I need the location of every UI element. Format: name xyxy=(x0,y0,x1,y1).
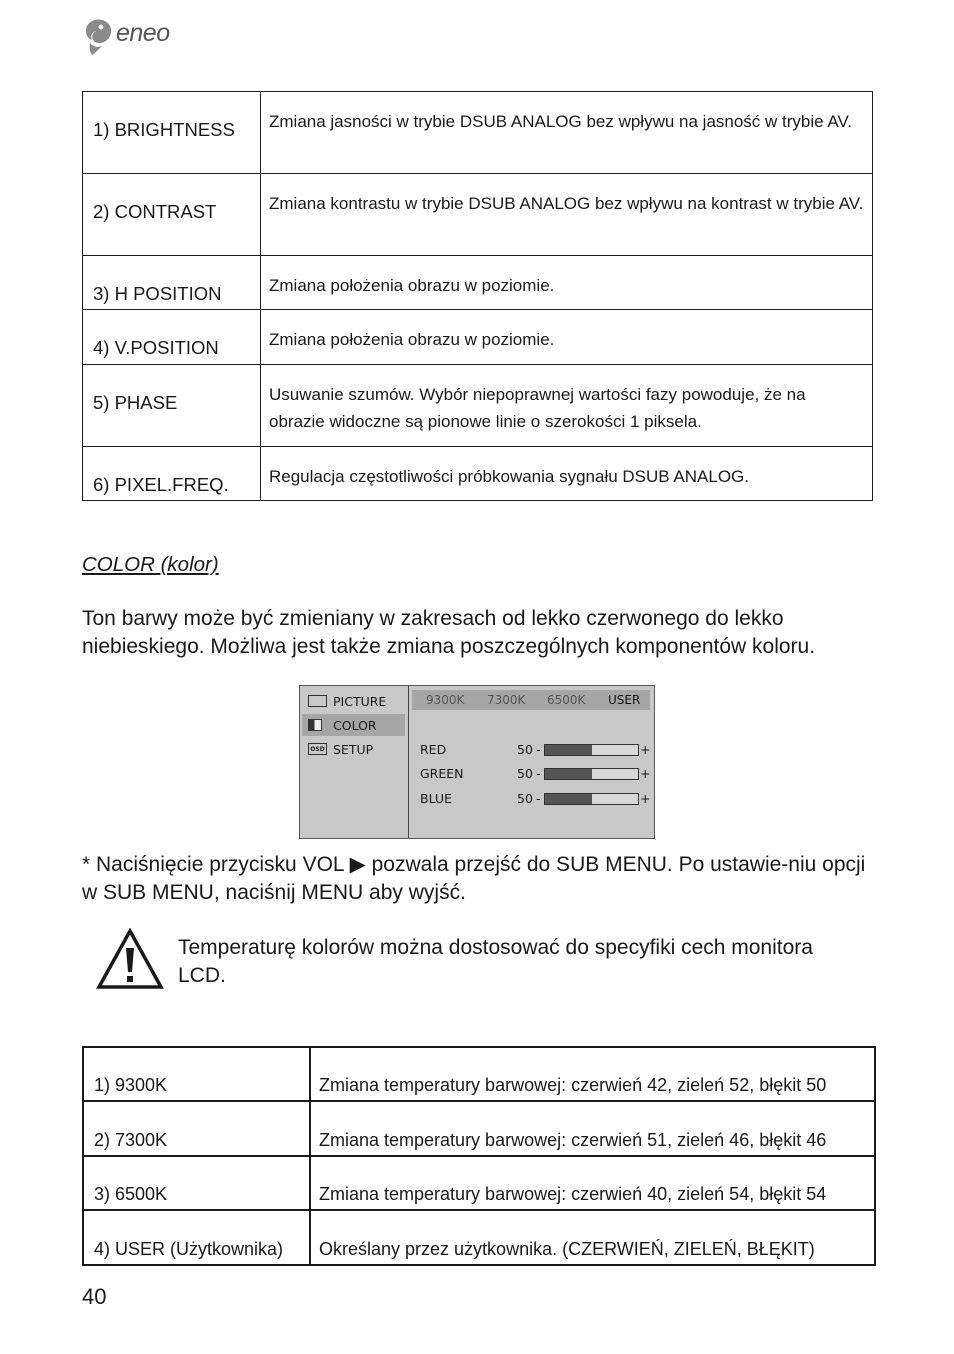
setting-name: 4) V.POSITION xyxy=(83,310,261,365)
warning-text: Temperaturę kolorów można dostosować do specyfiki cech monitora LCD. xyxy=(178,936,813,987)
slider-track[interactable] xyxy=(544,768,639,780)
color-icon xyxy=(308,719,322,731)
preset-description: Zmiana temperatury barwowej: czerwień 40, zieleń 54, błękit 54 xyxy=(310,1156,875,1210)
slider-decrease[interactable]: - xyxy=(536,791,541,806)
osd-menu-label: COLOR xyxy=(333,717,377,733)
preset-name: 4) USER (Użytkownika) xyxy=(83,1210,310,1265)
slider-label: BLUE xyxy=(420,791,452,806)
osd-tab-6500k[interactable]: 6500K xyxy=(547,693,586,707)
setting-description: Regulacja częstotliwości próbkowania sygnału DSUB ANALOG. xyxy=(261,447,873,501)
preset-name: 3) 6500K xyxy=(83,1156,310,1210)
table-row xyxy=(83,256,873,310)
osd-menu-item-picture[interactable] xyxy=(302,690,405,712)
table-row xyxy=(83,447,873,501)
slider-value: 50 xyxy=(517,791,533,806)
osd-tab-7300k[interactable]: 7300K xyxy=(487,693,526,707)
setting-name: 2) CONTRAST xyxy=(83,174,261,256)
slider-decrease[interactable]: - xyxy=(536,766,541,781)
sub-menu-note: * Naciśnięcie przycisku VOL ▶ pozwala przejść do SUB MENU. Po ustawie-niu opcji w SUB MENU, naciśnij MENU aby wyjść. xyxy=(82,853,866,904)
slider-label: GREEN xyxy=(420,766,464,781)
page-number: 40 xyxy=(82,1284,107,1309)
osd-slider-green[interactable] xyxy=(420,766,650,784)
slider-increase[interactable]: + xyxy=(640,742,651,757)
setting-description: Zmiana położenia obrazu w poziomie. xyxy=(261,256,873,310)
osd-menu-screenshot xyxy=(299,685,655,839)
osd-tab-user[interactable]: USER xyxy=(608,693,641,707)
setting-name: 3) H POSITION xyxy=(83,256,261,310)
osd-menu-label: SETUP xyxy=(333,741,374,757)
table-row xyxy=(83,1210,875,1265)
slider-track[interactable] xyxy=(544,793,639,805)
setting-description: Zmiana kontrastu w trybie DSUB ANALOG bez wpływu na kontrast w trybie AV. xyxy=(261,174,873,256)
osd-sidebar xyxy=(300,686,409,838)
osd-slider-red[interactable] xyxy=(420,742,650,760)
osd-setup-icon: OSD xyxy=(308,743,327,755)
warning-icon xyxy=(96,928,164,990)
table-row xyxy=(83,1101,875,1156)
preset-description: Określany przez użytkownika. (CZERWIEŃ, ZIELEŃ, BŁĘKIT) xyxy=(310,1210,875,1265)
table-row xyxy=(83,174,873,256)
setting-description: Zmiana położenia obrazu w poziomie. xyxy=(261,310,873,365)
slider-value: 50 xyxy=(517,766,533,781)
setting-description: Zmiana jasności w trybie DSUB ANALOG bez wpływu na jasność w trybie AV. xyxy=(261,92,873,174)
slider-track[interactable] xyxy=(544,744,639,756)
settings-table xyxy=(82,91,873,501)
eneo-logo-mark-icon xyxy=(80,17,114,57)
osd-menu-item-setup[interactable] xyxy=(302,738,405,760)
slider-increase[interactable]: + xyxy=(640,791,651,806)
setting-name: 1) BRIGHTNESS xyxy=(83,92,261,174)
table-row xyxy=(83,92,873,174)
osd-tab-9300k[interactable]: 9300K xyxy=(426,693,465,707)
table-row xyxy=(83,1156,875,1210)
preset-name: 2) 7300K xyxy=(83,1101,310,1156)
slider-increase[interactable]: + xyxy=(640,766,651,781)
table-row xyxy=(83,310,873,365)
slider-label: RED xyxy=(420,742,447,757)
table-row xyxy=(83,1047,875,1101)
table-row xyxy=(83,365,873,447)
preset-name: 1) 9300K xyxy=(83,1047,310,1101)
osd-menu-label: PICTURE xyxy=(333,693,387,709)
osd-menu-item-color[interactable] xyxy=(302,714,405,736)
slider-fill xyxy=(545,745,592,755)
setting-description: Usuwanie szumów. Wybór niepoprawnej wartości fazy powoduje, że na obrazie widoczne są pionowe linie o szerokości 1 piksela. xyxy=(261,365,873,447)
intro-paragraph: Ton barwy może być zmieniany w zakresach od lekko czerwonego do lekko niebieskiego. Możliwa jest także zmiana poszczególnych komponentów koloru. xyxy=(82,607,816,658)
preset-description: Zmiana temperatury barwowej: czerwień 42, zieleń 52, błękit 50 xyxy=(310,1047,875,1101)
picture-icon xyxy=(308,695,327,707)
slider-fill xyxy=(545,769,592,779)
setting-name: 6) PIXEL.FREQ. xyxy=(83,447,261,501)
setting-name: 5) PHASE xyxy=(83,365,261,447)
preset-description: Zmiana temperatury barwowej: czerwień 51, zieleń 46, błękit 46 xyxy=(310,1101,875,1156)
section-heading: COLOR (kolor) xyxy=(82,553,219,576)
brand-name: eneo xyxy=(116,19,170,47)
slider-fill xyxy=(545,794,592,804)
eneo-logo xyxy=(80,17,190,59)
slider-value: 50 xyxy=(517,742,533,757)
osd-tab-bar xyxy=(412,690,650,710)
osd-slider-blue[interactable] xyxy=(420,791,650,809)
slider-decrease[interactable]: - xyxy=(536,742,541,757)
color-temperature-table xyxy=(82,1046,876,1266)
